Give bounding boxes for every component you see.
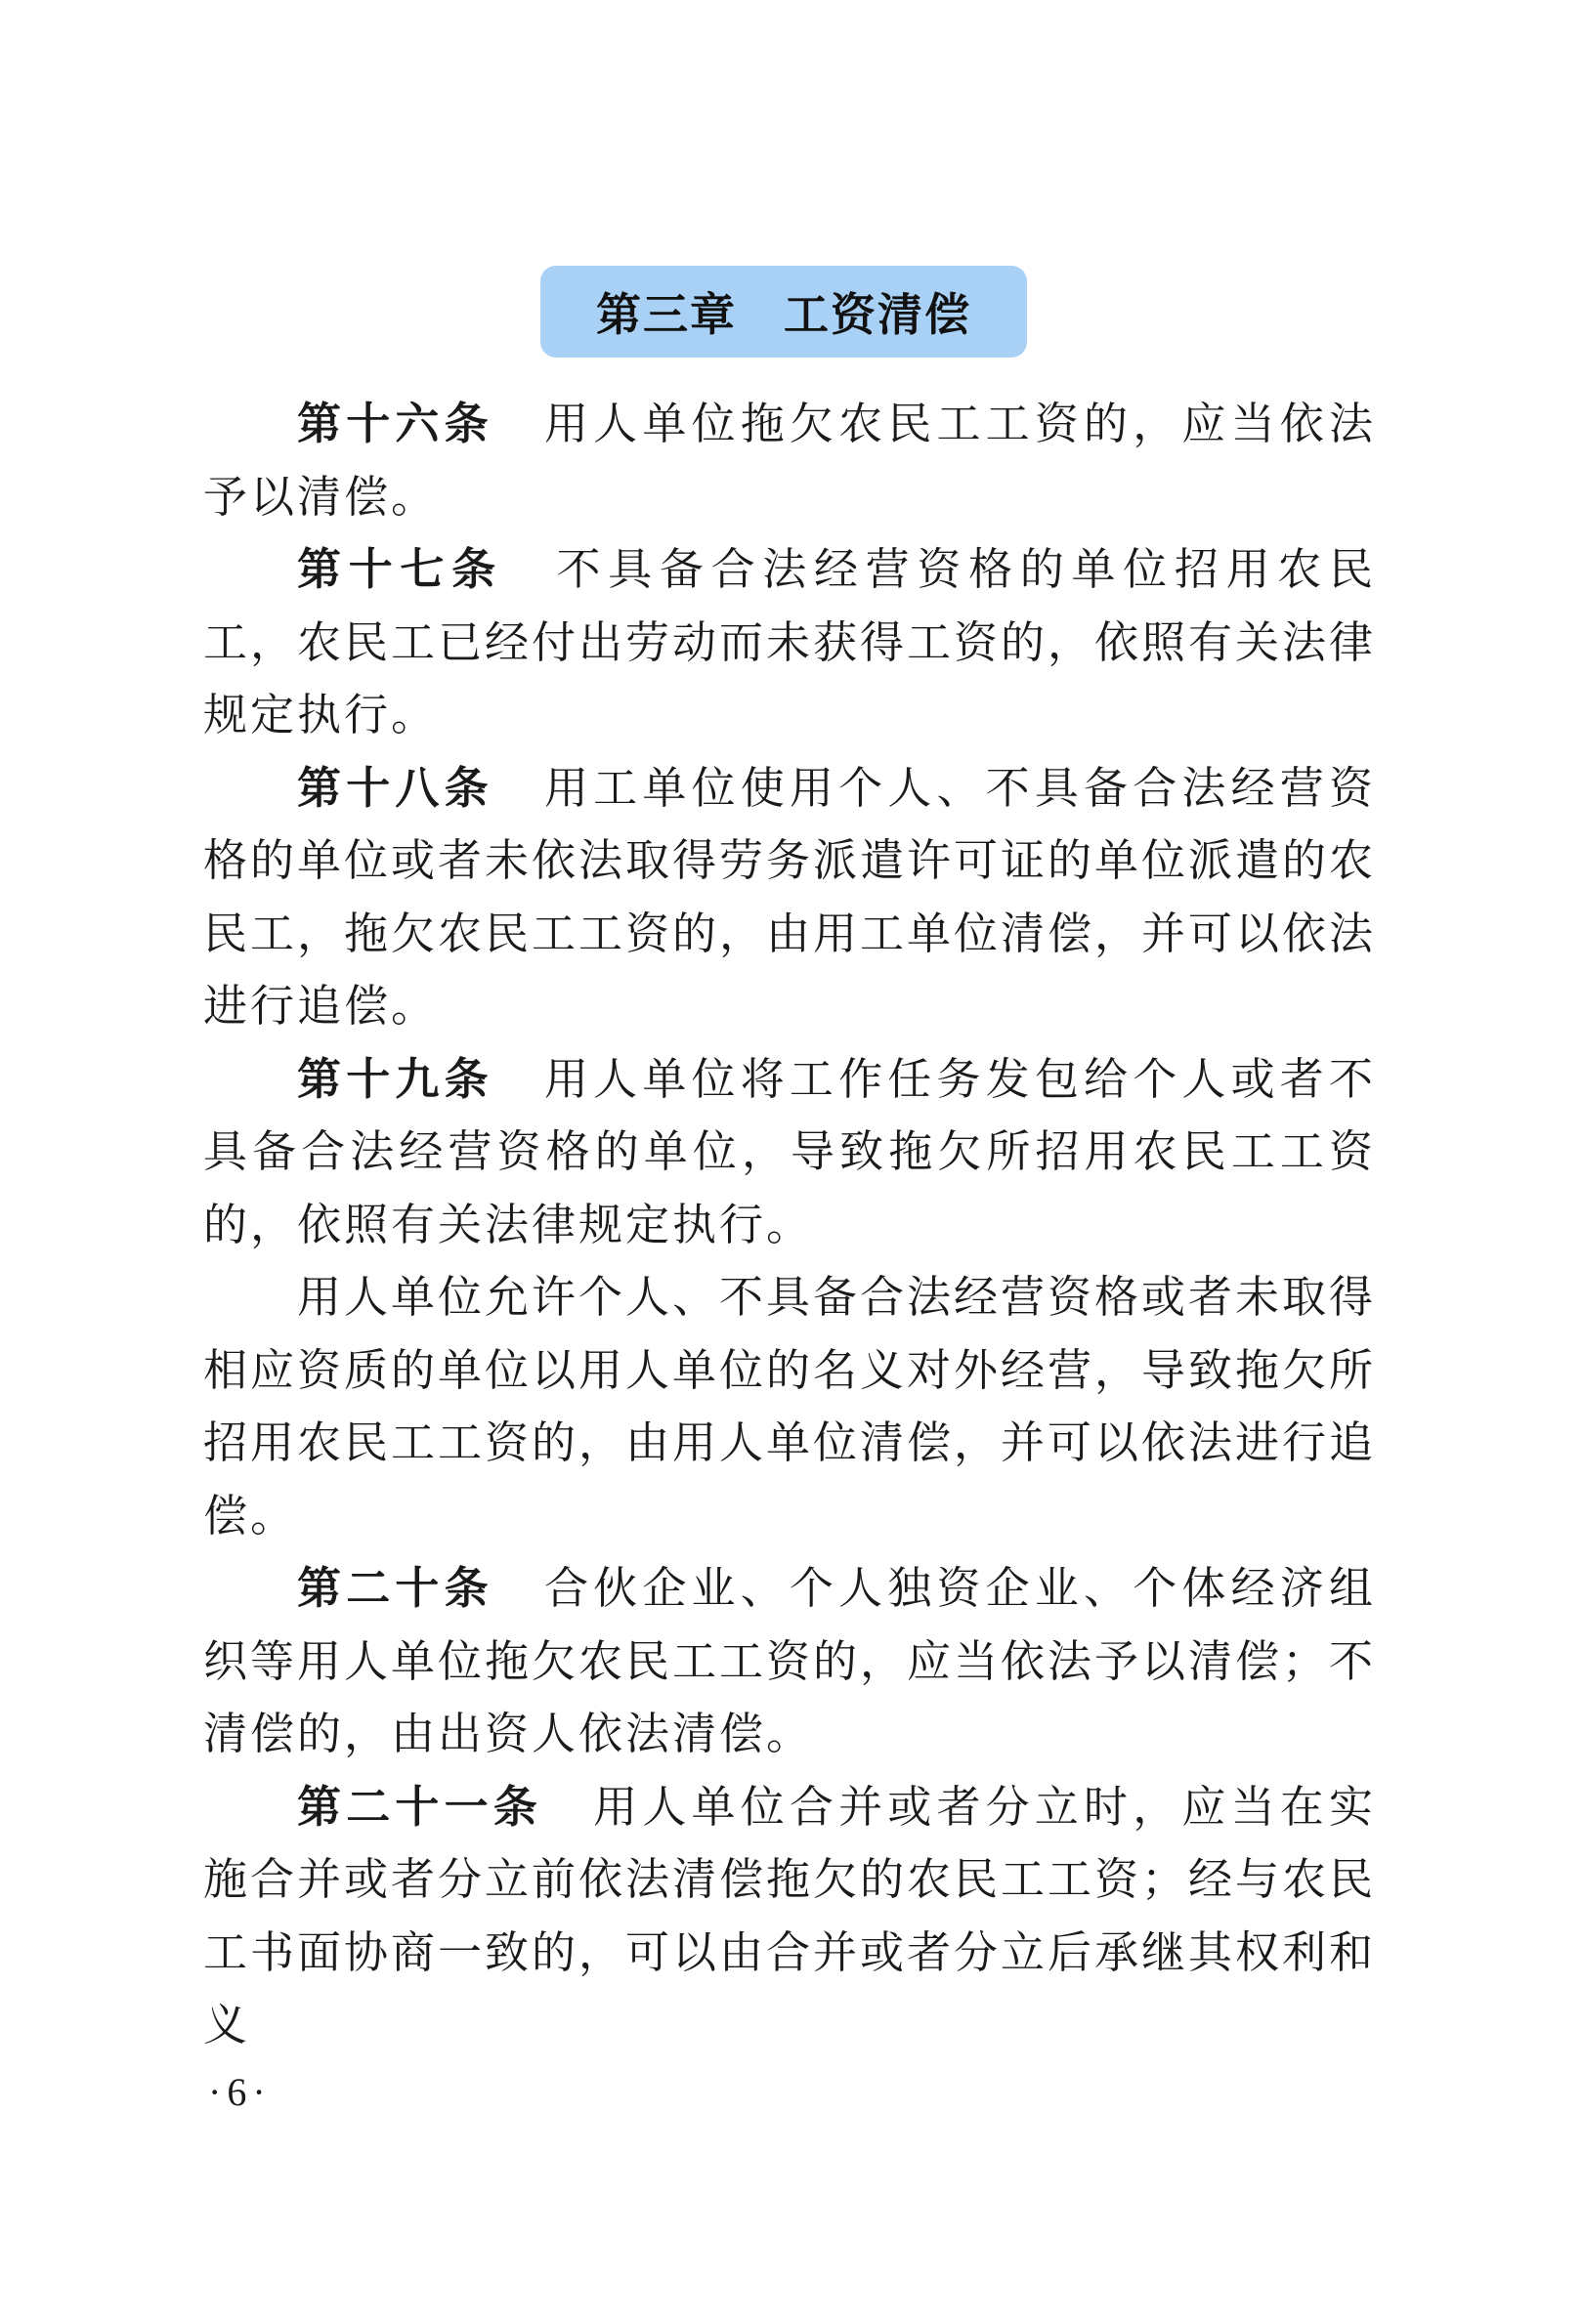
article-number: 第十七条	[297, 543, 503, 595]
article-number: 第二十一条	[297, 1780, 542, 1833]
article-number: 第二十条	[297, 1562, 493, 1614]
article-16	[203, 388, 1376, 533]
article-17	[203, 533, 1376, 752]
article-number: 第十八条	[297, 761, 493, 814]
article-text: 用工单位使用个人、不具备合法经营资格的单位或者未依法取得劳务派遣许可证的单位派遣的农民工，拖欠农民工工资的，由用工单位清偿，并可以依法进行追偿。	[203, 761, 1377, 1032]
document-body	[203, 388, 1376, 2062]
article-number: 第十九条	[297, 1052, 493, 1105]
chapter-heading-box	[540, 266, 1027, 358]
article-19	[203, 1043, 1376, 1262]
article-text: 合伙企业、个人独资企业、个体经济组织等用人单位拖欠农民工工资的，应当依法予以清偿；不清偿的，由出资人依法清偿。	[203, 1562, 1377, 1759]
article-text: 不具备合法经营资格的单位招用农民工，农民工已经付出劳动而未获得工资的，依照有关法律规定执行。	[203, 543, 1377, 740]
chapter-title: 第三章 工资清偿	[596, 288, 971, 341]
article-text: 用人单位将工作任务发包给个人或者不具备合法经营资格的单位，导致拖欠所招用农民工工资的，依照有关法律规定执行。	[203, 1052, 1376, 1250]
article-18	[203, 752, 1376, 1043]
article-number: 第十六条	[297, 398, 493, 449]
article-text: 用人单位允许个人、不具备合法经营资格或者未取得相应资质的单位以用人单位的名义对外经营，导致拖欠所招用农民工工资的，由用人单位清偿，并可以依法进行追偿。	[203, 1271, 1377, 1542]
article-20	[203, 1552, 1376, 1771]
page-number: ·6·	[208, 2070, 272, 2114]
article-text: 用人单位合并或者分立时，应当在实施合并或者分立前依法清偿拖欠的农民工工资；经与农民工书面协商一致的，可以由合并或者分立后承继其权利和义	[203, 1780, 1377, 2050]
article-19-continuation	[203, 1261, 1376, 1552]
article-21	[203, 1771, 1376, 2062]
article-text: 用人单位拖欠农民工工资的，应当依法予以清偿。	[203, 398, 1376, 523]
